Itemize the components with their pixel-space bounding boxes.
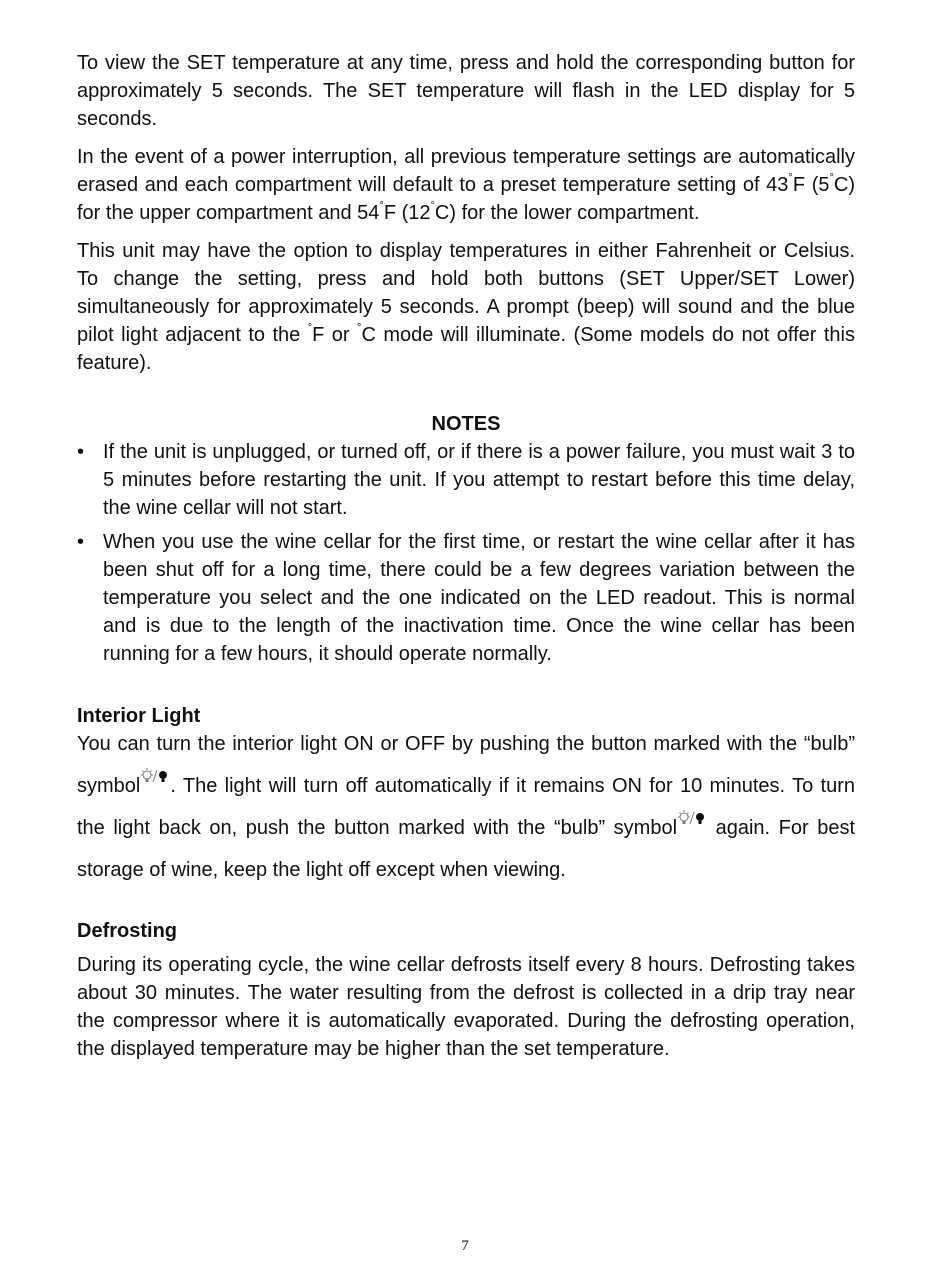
degree-sign: ° [379, 200, 384, 212]
degree-sign: ° [829, 172, 834, 184]
bulb-on-off-icon [140, 768, 170, 788]
interior-light-heading: Interior Light [77, 705, 201, 727]
light-text-2: . The light will turn off automatically if it remains ON for 10 minutes. To turn the light back on, push the button marked with the “bulb” symbol [77, 775, 855, 839]
manual-page-body [77, 49, 855, 1063]
units-paragraph [77, 237, 855, 377]
defrosting-paragraph: During its operating cycle, the wine cellar defrosts itself every 8 hours. Defrosting takes about 30 minutes. The water resulting from the defrost is collected in a drip tray near the compressor where it is automatically evaporated. During the defrosting operation, the displayed temperature may be higher than the set temperature. [77, 954, 855, 1060]
set-temperature-paragraph: To view the SET temperature at any time, press and hold the corresponding button for approximately 5 seconds. The SET temperature will flash in the LED display for 5 seconds. [77, 52, 855, 130]
power-text-2: F (5 [792, 174, 830, 196]
units-text-2: F or [312, 324, 358, 346]
power-text-3: C) for the upper compartment and 54 [77, 174, 855, 224]
defrosting-heading: Defrosting [77, 920, 177, 942]
notes-list [77, 438, 855, 668]
page-number: 7 [461, 1238, 469, 1254]
power-text-5: C) for the lower compartment. [434, 202, 700, 224]
bulb-on-off-icon [677, 810, 707, 830]
light-text-3: again. For best storage of wine, keep the light off except when viewing. [77, 817, 856, 881]
power-interruption-paragraph [77, 143, 855, 227]
note-text: When you use the wine cellar for the first time, or restart the wine cellar after it has been shut off for a long time, there could be a few degrees variation between the temperature you select and the one indicated on the LED readout. This is normal and is due to the length of the inactivation time. Once the wine cellar has been running for a few hours, it should operate normally. [103, 531, 855, 665]
notes-heading: NOTES [431, 413, 501, 435]
degree-sign: ° [357, 322, 362, 334]
bullet-icon: • [77, 441, 85, 463]
units-text-3: C mode will illuminate. (Some models do not offer this feature). [77, 324, 855, 374]
degree-sign: ° [307, 322, 313, 334]
note-item [77, 528, 855, 668]
note-item [77, 438, 855, 522]
bullet-icon: • [77, 531, 85, 553]
light-text-1: You can turn the interior light ON or OFF by pushing the button marked with the “bulb” symbol [77, 733, 855, 797]
degree-sign: ° [430, 200, 435, 212]
note-text: If the unit is unplugged, or turned off, or if there is a power failure, you must wait 3 to 5 minutes before restarting the unit. If you attempt to restart before this time delay, the wine cellar will not start. [103, 441, 855, 519]
power-text-4: F (12 [383, 202, 431, 224]
units-text-1: This unit may have the option to display temperatures in either Fahrenheit or Celsius. To change the setting, press and hold both buttons (SET Upper/SET Lower) simultaneously for approximately 5 seconds. A prompt (beep) will sound and the blue pilot light adjacent to the [77, 240, 855, 346]
power-text-1: In the event of a power interruption, all previous temperature settings are automatically erased and each compartment will default to a preset temperature setting of 43 [77, 146, 855, 196]
degree-sign: ° [788, 172, 793, 184]
interior-light-paragraph [77, 723, 855, 891]
